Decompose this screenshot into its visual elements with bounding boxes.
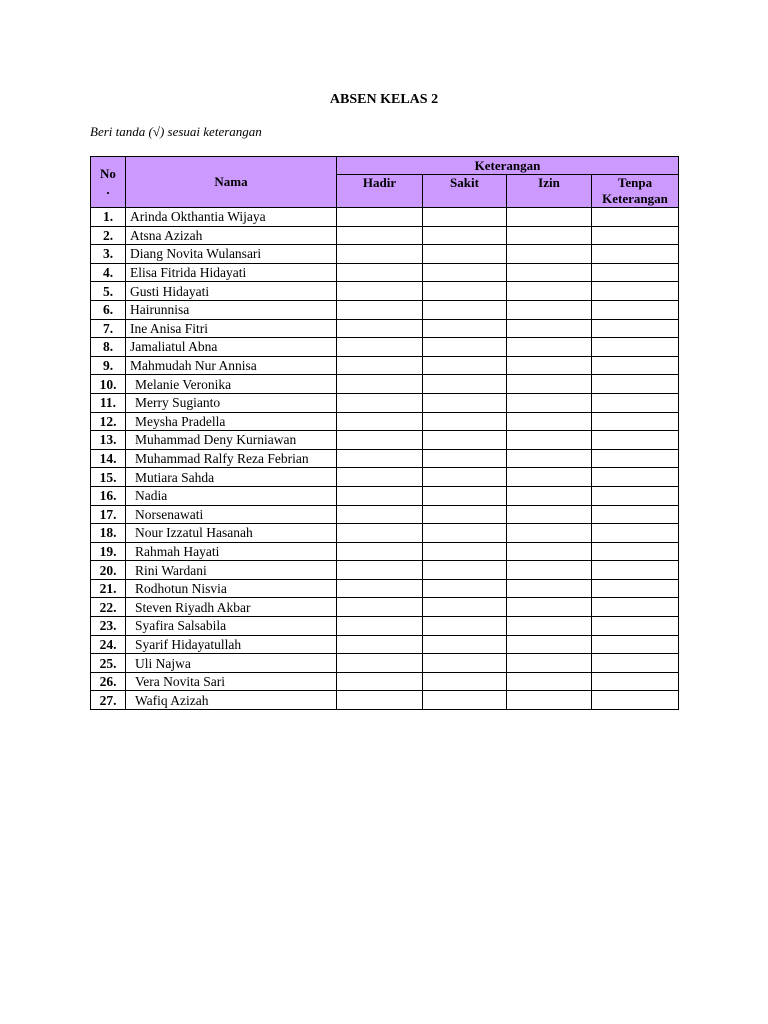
table-row: [91, 617, 679, 636]
attendance-table: [90, 156, 679, 710]
student-name: Muhammad Ralfy Reza Febrian: [126, 449, 337, 468]
student-name: Mutiara Sahda: [126, 468, 337, 487]
student-name: Merry Sugianto: [126, 393, 337, 412]
cell-hadir[interactable]: [337, 617, 423, 636]
student-name: Mahmudah Nur Annisa: [126, 356, 337, 375]
student-name: Ine Anisa Fitri: [126, 319, 337, 338]
cell-sakit[interactable]: [423, 505, 507, 524]
table-row: [91, 245, 679, 264]
cell-izin[interactable]: [507, 524, 592, 543]
cell-hadir[interactable]: [337, 505, 423, 524]
cell-hadir[interactable]: [337, 635, 423, 654]
table-row: [91, 486, 679, 505]
row-number: 18.: [91, 524, 126, 543]
student-name: Muhammad Deny Kurniawan: [126, 431, 337, 450]
student-name: Wafiq Azizah: [126, 691, 337, 710]
student-name: Nadia: [126, 486, 337, 505]
student-name: Rini Wardani: [126, 561, 337, 580]
cell-izin[interactable]: [507, 263, 592, 282]
cell-sakit[interactable]: [423, 208, 507, 227]
cell-izin[interactable]: [507, 412, 592, 431]
cell-hadir[interactable]: [337, 393, 423, 412]
cell-izin[interactable]: [507, 431, 592, 450]
cell-izin[interactable]: [507, 208, 592, 227]
row-number: 12.: [91, 412, 126, 431]
cell-tanpa-keterangan[interactable]: [592, 672, 679, 691]
row-number: 15.: [91, 468, 126, 487]
cell-sakit[interactable]: [423, 561, 507, 580]
header-name: Nama: [126, 157, 337, 208]
cell-hadir[interactable]: [337, 542, 423, 561]
student-name: Meysha Pradella: [126, 412, 337, 431]
row-number: 27.: [91, 691, 126, 710]
cell-izin[interactable]: [507, 654, 592, 673]
cell-izin[interactable]: [507, 617, 592, 636]
page-title: ABSEN KELAS 2: [329, 92, 439, 107]
cell-sakit[interactable]: [423, 542, 507, 561]
student-name: Syafira Salsabila: [126, 617, 337, 636]
header-no-dot: .: [106, 182, 110, 197]
cell-sakit[interactable]: [423, 375, 507, 394]
cell-tanpa-keterangan[interactable]: [592, 282, 679, 301]
row-number: 6.: [91, 300, 126, 319]
cell-tanpa-keterangan[interactable]: [592, 431, 679, 450]
cell-hadir[interactable]: [337, 579, 423, 598]
cell-tanpa-keterangan[interactable]: [592, 635, 679, 654]
row-number: 5.: [91, 282, 126, 301]
table-row: [91, 524, 679, 543]
header-tanpa-keterangan: [592, 175, 679, 208]
cell-izin[interactable]: [507, 319, 592, 338]
student-name: Melanie Veronika: [126, 375, 337, 394]
table-row: [91, 561, 679, 580]
cell-izin[interactable]: [507, 245, 592, 264]
cell-hadir[interactable]: [337, 319, 423, 338]
row-number: 2.: [91, 226, 126, 245]
student-name: Rodhotun Nisvia: [126, 579, 337, 598]
row-number: 20.: [91, 561, 126, 580]
cell-hadir[interactable]: [337, 375, 423, 394]
table-row: [91, 691, 679, 710]
student-name: Norsenawati: [126, 505, 337, 524]
table-row: [91, 338, 679, 357]
cell-izin[interactable]: [507, 449, 592, 468]
cell-tanpa-keterangan[interactable]: [592, 691, 679, 710]
cell-hadir[interactable]: [337, 654, 423, 673]
cell-sakit[interactable]: [423, 393, 507, 412]
cell-tanpa-keterangan[interactable]: [592, 226, 679, 245]
table-row: [91, 393, 679, 412]
cell-tanpa-keterangan[interactable]: [592, 449, 679, 468]
table-row: [91, 635, 679, 654]
row-number: 14.: [91, 449, 126, 468]
cell-izin[interactable]: [507, 375, 592, 394]
row-number: 22.: [91, 598, 126, 617]
table-row: [91, 356, 679, 375]
cell-tanpa-keterangan[interactable]: [592, 542, 679, 561]
cell-hadir[interactable]: [337, 226, 423, 245]
student-name: Syarif Hidayatullah: [126, 635, 337, 654]
student-name: Rahmah Hayati: [126, 542, 337, 561]
student-name: Hairunnisa: [126, 300, 337, 319]
cell-sakit[interactable]: [423, 635, 507, 654]
table-row: [91, 598, 679, 617]
cell-sakit[interactable]: [423, 691, 507, 710]
cell-izin[interactable]: [507, 393, 592, 412]
cell-tanpa-keterangan[interactable]: [592, 208, 679, 227]
row-number: 13.: [91, 431, 126, 450]
table-row: [91, 654, 679, 673]
cell-hadir[interactable]: [337, 245, 423, 264]
row-number: 9.: [91, 356, 126, 375]
table-row: [91, 412, 679, 431]
cell-izin[interactable]: [507, 561, 592, 580]
cell-tanpa-keterangan[interactable]: [592, 412, 679, 431]
cell-tanpa-keterangan[interactable]: [592, 654, 679, 673]
cell-hadir[interactable]: [337, 561, 423, 580]
cell-sakit[interactable]: [423, 319, 507, 338]
table-row: [91, 542, 679, 561]
student-name: Uli Najwa: [126, 654, 337, 673]
cell-tanpa-keterangan[interactable]: [592, 375, 679, 394]
table-row: [91, 505, 679, 524]
row-number: 19.: [91, 542, 126, 561]
cell-tanpa-keterangan[interactable]: [592, 505, 679, 524]
cell-izin[interactable]: [507, 505, 592, 524]
row-number: 8.: [91, 338, 126, 357]
cell-hadir[interactable]: [337, 468, 423, 487]
cell-tanpa-keterangan[interactable]: [592, 245, 679, 264]
cell-sakit[interactable]: [423, 468, 507, 487]
cell-sakit[interactable]: [423, 226, 507, 245]
cell-sakit[interactable]: [423, 449, 507, 468]
cell-hadir[interactable]: [337, 691, 423, 710]
cell-izin[interactable]: [507, 486, 592, 505]
instruction-text: Beri tanda (√) sesuai keterangan: [90, 124, 262, 139]
cell-hadir[interactable]: [337, 208, 423, 227]
header-hadir: Hadir: [337, 175, 423, 208]
row-number: 24.: [91, 635, 126, 654]
cell-tanpa-keterangan[interactable]: [592, 561, 679, 580]
cell-tanpa-keterangan[interactable]: [592, 393, 679, 412]
table-row: [91, 300, 679, 319]
cell-tanpa-keterangan[interactable]: [592, 338, 679, 357]
cell-sakit[interactable]: [423, 654, 507, 673]
row-number: 10.: [91, 375, 126, 394]
row-number: 25.: [91, 654, 126, 673]
cell-izin[interactable]: [507, 356, 592, 375]
cell-hadir[interactable]: [337, 338, 423, 357]
table-row: [91, 449, 679, 468]
cell-sakit[interactable]: [423, 598, 507, 617]
cell-hadir[interactable]: [337, 431, 423, 450]
cell-sakit[interactable]: [423, 431, 507, 450]
cell-sakit[interactable]: [423, 524, 507, 543]
cell-izin[interactable]: [507, 635, 592, 654]
cell-tanpa-keterangan[interactable]: [592, 617, 679, 636]
student-name: Elisa Fitrida Hidayati: [126, 263, 337, 282]
table-header: [91, 157, 679, 208]
header-no-label: No: [100, 166, 116, 181]
cell-tanpa-keterangan[interactable]: [592, 468, 679, 487]
header-sakit: Sakit: [423, 175, 507, 208]
row-number: 23.: [91, 617, 126, 636]
row-number: 21.: [91, 579, 126, 598]
student-name: Diang Novita Wulansari: [126, 245, 337, 264]
header-no: [91, 157, 126, 208]
table-row: [91, 263, 679, 282]
table-row: [91, 319, 679, 338]
cell-hadir[interactable]: [337, 300, 423, 319]
table-row: [91, 431, 679, 450]
table-row: [91, 579, 679, 598]
cell-sakit[interactable]: [423, 263, 507, 282]
table-row: [91, 672, 679, 691]
row-number: 16.: [91, 486, 126, 505]
cell-sakit[interactable]: [423, 338, 507, 357]
row-number: 7.: [91, 319, 126, 338]
cell-hadir[interactable]: [337, 356, 423, 375]
cell-hadir[interactable]: [337, 282, 423, 301]
cell-sakit[interactable]: [423, 356, 507, 375]
row-number: 17.: [91, 505, 126, 524]
cell-izin[interactable]: [507, 542, 592, 561]
cell-tanpa-keterangan[interactable]: [592, 579, 679, 598]
cell-izin[interactable]: [507, 579, 592, 598]
cell-tanpa-keterangan[interactable]: [592, 356, 679, 375]
cell-izin[interactable]: [507, 672, 592, 691]
table-body: [91, 208, 679, 710]
row-number: 26.: [91, 672, 126, 691]
cell-izin[interactable]: [507, 282, 592, 301]
cell-hadir[interactable]: [337, 672, 423, 691]
table-row: [91, 468, 679, 487]
cell-sakit[interactable]: [423, 579, 507, 598]
cell-izin[interactable]: [507, 468, 592, 487]
student-name: Jamaliatul Abna: [126, 338, 337, 357]
cell-izin[interactable]: [507, 226, 592, 245]
student-name: Steven Riyadh Akbar: [126, 598, 337, 617]
cell-sakit[interactable]: [423, 672, 507, 691]
student-name: Gusti Hidayati: [126, 282, 337, 301]
table-row: [91, 226, 679, 245]
cell-tanpa-keterangan[interactable]: [592, 263, 679, 282]
table-row: [91, 208, 679, 227]
cell-tanpa-keterangan[interactable]: [592, 598, 679, 617]
student-name: Vera Novita Sari: [126, 672, 337, 691]
cell-izin[interactable]: [507, 691, 592, 710]
header-keterangan: Keterangan: [337, 157, 679, 175]
cell-sakit[interactable]: [423, 486, 507, 505]
row-number: 1.: [91, 208, 126, 227]
cell-tanpa-keterangan[interactable]: [592, 524, 679, 543]
row-number: 4.: [91, 263, 126, 282]
cell-hadir[interactable]: [337, 449, 423, 468]
cell-hadir[interactable]: [337, 412, 423, 431]
table-row: [91, 375, 679, 394]
header-izin: Izin: [507, 175, 592, 208]
student-name: Arinda Okthantia Wijaya: [126, 208, 337, 227]
cell-izin[interactable]: [507, 300, 592, 319]
cell-tanpa-keterangan[interactable]: [592, 486, 679, 505]
cell-hadir[interactable]: [337, 263, 423, 282]
cell-izin[interactable]: [507, 598, 592, 617]
row-number: 3.: [91, 245, 126, 264]
cell-tanpa-keterangan[interactable]: [592, 300, 679, 319]
header-tanpa-line1: Tenpa: [617, 175, 653, 190]
header-tanpa-line2: Keterangan: [602, 191, 668, 206]
cell-hadir[interactable]: [337, 598, 423, 617]
cell-sakit[interactable]: [423, 245, 507, 264]
student-name: Nour Izzatul Hasanah: [126, 524, 337, 543]
cell-tanpa-keterangan[interactable]: [592, 319, 679, 338]
cell-sakit[interactable]: [423, 617, 507, 636]
cell-sakit[interactable]: [423, 282, 507, 301]
student-name: Atsna Azizah: [126, 226, 337, 245]
row-number: 11.: [91, 393, 126, 412]
table-row: [91, 282, 679, 301]
cell-hadir[interactable]: [337, 524, 423, 543]
cell-hadir[interactable]: [337, 486, 423, 505]
cell-sakit[interactable]: [423, 300, 507, 319]
cell-izin[interactable]: [507, 338, 592, 357]
cell-sakit[interactable]: [423, 412, 507, 431]
